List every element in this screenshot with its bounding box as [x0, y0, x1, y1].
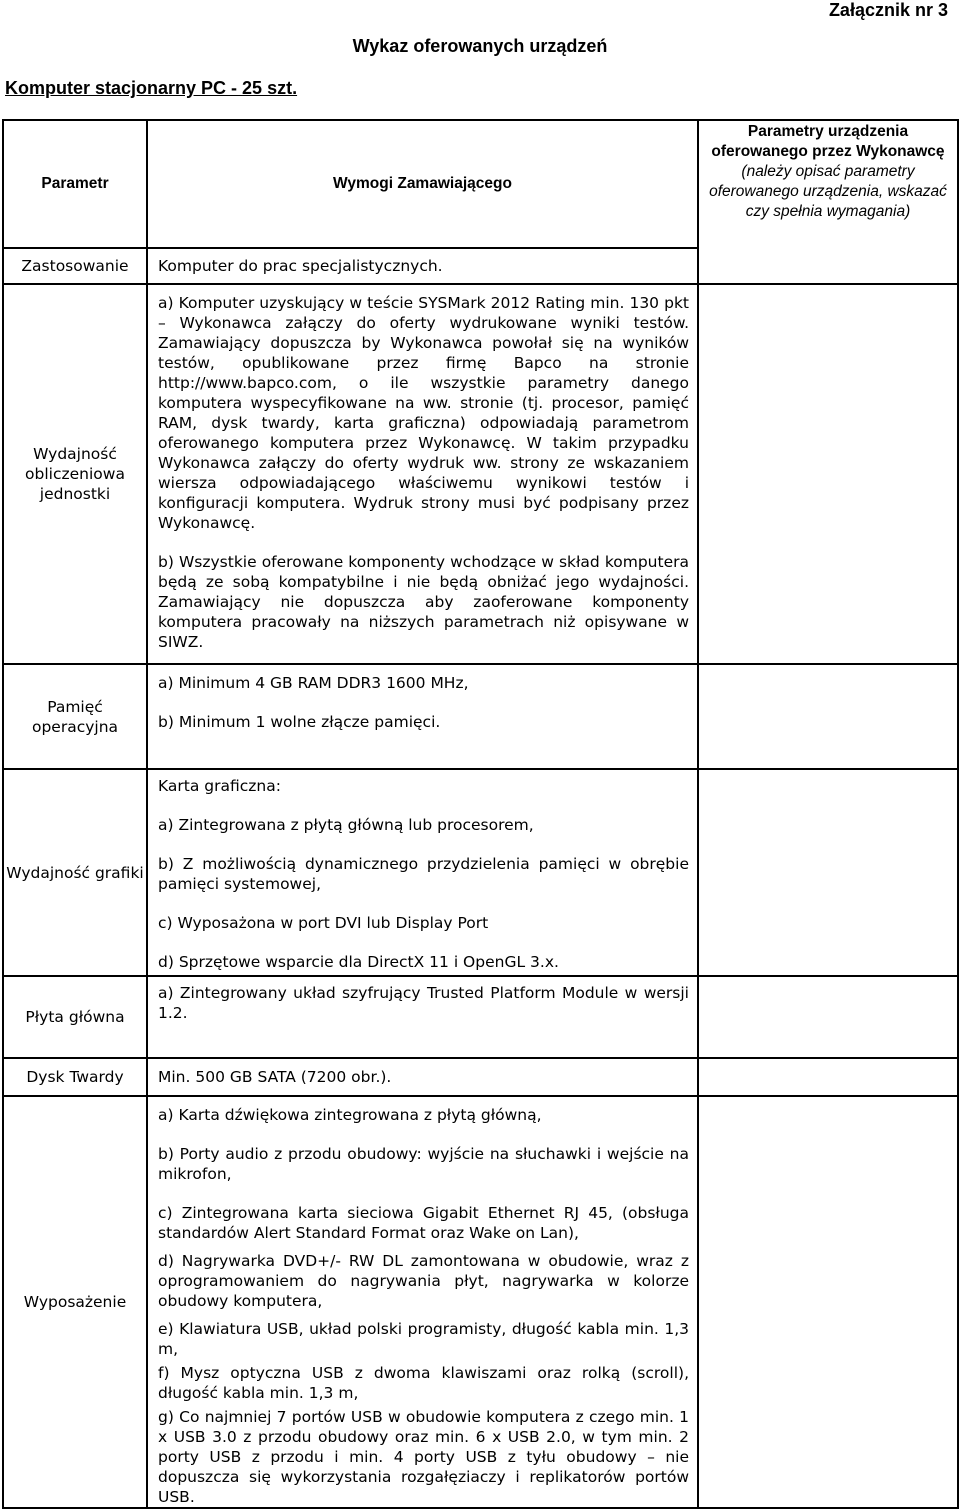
row-wydajnosc — [3, 284, 958, 664]
header-offered — [698, 120, 958, 284]
row-dysk — [3, 1058, 958, 1096]
header-param: Parametr — [3, 120, 147, 248]
requirement-cell — [147, 769, 698, 976]
header-offered-note: (należy opisać parametry oferowanego urządzenia, wskazać czy spełnia wymagania) — [709, 163, 947, 220]
requirement-c: c) Zintegrowana karta sieciowa Gigabit Ethernet RJ 45, (obsługa standardów Alert Standard Format oraz Wake on Lan), — [158, 1204, 689, 1242]
table-header-row — [3, 120, 958, 248]
param-name: Wydajność grafiki — [3, 769, 147, 976]
requirement-b: b) Minimum 1 wolne złącze pamięci. — [158, 713, 441, 731]
param-name: Płyta główna — [3, 976, 147, 1058]
offered-cell[interactable] — [698, 769, 958, 976]
requirement-cell — [147, 284, 698, 664]
requirement-f: f) Mysz optyczna USB z dwoma klawiszami oraz rolką (scroll), długość kabla min. 1,3 m, — [158, 1364, 689, 1402]
offered-cell[interactable] — [698, 1096, 958, 1508]
requirement-a: a) Zintegrowana z płytą główną lub procesorem, — [158, 816, 534, 834]
requirement-a: a) Karta dźwiękowa zintegrowana z płytą główną, — [158, 1106, 542, 1124]
param-name: Wydajność obliczeniowa jednostki — [3, 284, 147, 664]
param-name: Pamięć operacyjna — [3, 664, 147, 769]
document-title: Wykaz oferowanych urządzeń — [352, 36, 608, 56]
requirement-g: g) Co najmniej 7 portów USB w obudowie komputera z czego min. 1 x USB 3.0 z przodu obudowy oraz min. 6 x USB 2.0, w tym min. 2 porty USB z przodu i min. 4 porty USB z tyłu obudowy – nie dopuszcza się wykorzystania rozgałęziaczy i replikatorów portów USB. — [158, 1408, 689, 1506]
header-requirements: Wymogi Zamawiającego — [147, 120, 698, 248]
section-title: Komputer stacjonarny PC - 25 szt. — [5, 78, 298, 98]
requirement-b: b) Wszystkie oferowane komponenty wchodzące w skład komputera będą ze sobą kompatybilne i nie będą obniżać jego wydajności. Zamawiający nie dopuszcza aby zaoferowane komponenty komputera pracowały na niższych parametrach niż opisywane w SIWZ. — [158, 553, 689, 651]
header-offered-title: Parametry urządzenia oferowanego przez Wykonawcę — [711, 123, 945, 160]
requirement-c: c) Wyposażona w port DVI lub Display Port — [158, 914, 489, 932]
requirement-a: a) Komputer uzyskujący w teście SYSMark 2012 Rating min. 130 pkt – Wykonawca załączy do oferty wydrukowane wyniki testów. Zamawiający dopuszcza by Wykonawca powołał się na wyników testów, opublikowane przez firmę Bapco na stronie http://www.bapco.com, o ile wszystkie parametry danego komputera wyspecyfikowane na ww. stronie (tj. procesor, pamięć RAM, dysk twardy, karta graficzna) odpowiadają parametrom oferowanego komputera przez Wykonawcę. W takim przypadku Wykonawca załączy do oferty wydruk ww. strony ze wskazaniem wiersza odpowiadającego właściwemu wynikowi testów i konfiguracji komputera. Wydruk strony musi być podpisany przez Wykonawcę. — [158, 294, 689, 532]
param-name: Zastosowanie — [3, 248, 147, 284]
requirement-d: d) Sprzętowe wsparcie dla DirectX 11 i OpenGL 3.x. — [158, 953, 559, 971]
requirement-cell — [147, 1096, 698, 1508]
offered-cell[interactable] — [698, 664, 958, 769]
offered-cell[interactable] — [698, 1058, 958, 1096]
row-plyta — [3, 976, 958, 1058]
requirement-intro: Karta graficzna: — [158, 777, 281, 795]
requirement-a: a) Zintegrowany układ szyfrujący Trusted Platform Module w wersji 1.2. — [147, 976, 698, 1058]
requirement-a: a) Minimum 4 GB RAM DDR3 1600 MHz, — [158, 674, 469, 692]
row-grafika — [3, 769, 958, 976]
row-wyposazenie — [3, 1096, 958, 1508]
requirement-d: d) Nagrywarka DVD+/- RW DL zamontowana w obudowie, wraz z oprogramowaniem do nagrywania płyt, nagrywarka w kolorze obudowy komputera, — [158, 1252, 689, 1310]
attachment-label: Załącznik nr 3 — [828, 0, 948, 20]
requirement-text: Komputer do prac specjalistycznych. — [147, 248, 698, 284]
row-pamiec — [3, 664, 958, 769]
param-name: Wyposażenie — [3, 1096, 147, 1508]
offered-cell[interactable] — [698, 284, 958, 664]
requirement-text: Min. 500 GB SATA (7200 obr.). — [147, 1058, 698, 1096]
requirement-e: e) Klawiatura USB, układ polski programisty, długość kabla min. 1,3 m, — [158, 1320, 689, 1358]
requirement-cell — [147, 664, 698, 769]
requirement-b: b) Z możliwością dynamicznego przydzielenia pamięci w obrębie pamięci systemowej, — [158, 855, 689, 893]
offered-cell[interactable] — [698, 976, 958, 1058]
param-name: Dysk Twardy — [3, 1058, 147, 1096]
specification-table — [2, 119, 959, 1509]
requirement-b: b) Porty audio z przodu obudowy: wyjście na słuchawki i wejście na mikrofon, — [158, 1145, 689, 1183]
